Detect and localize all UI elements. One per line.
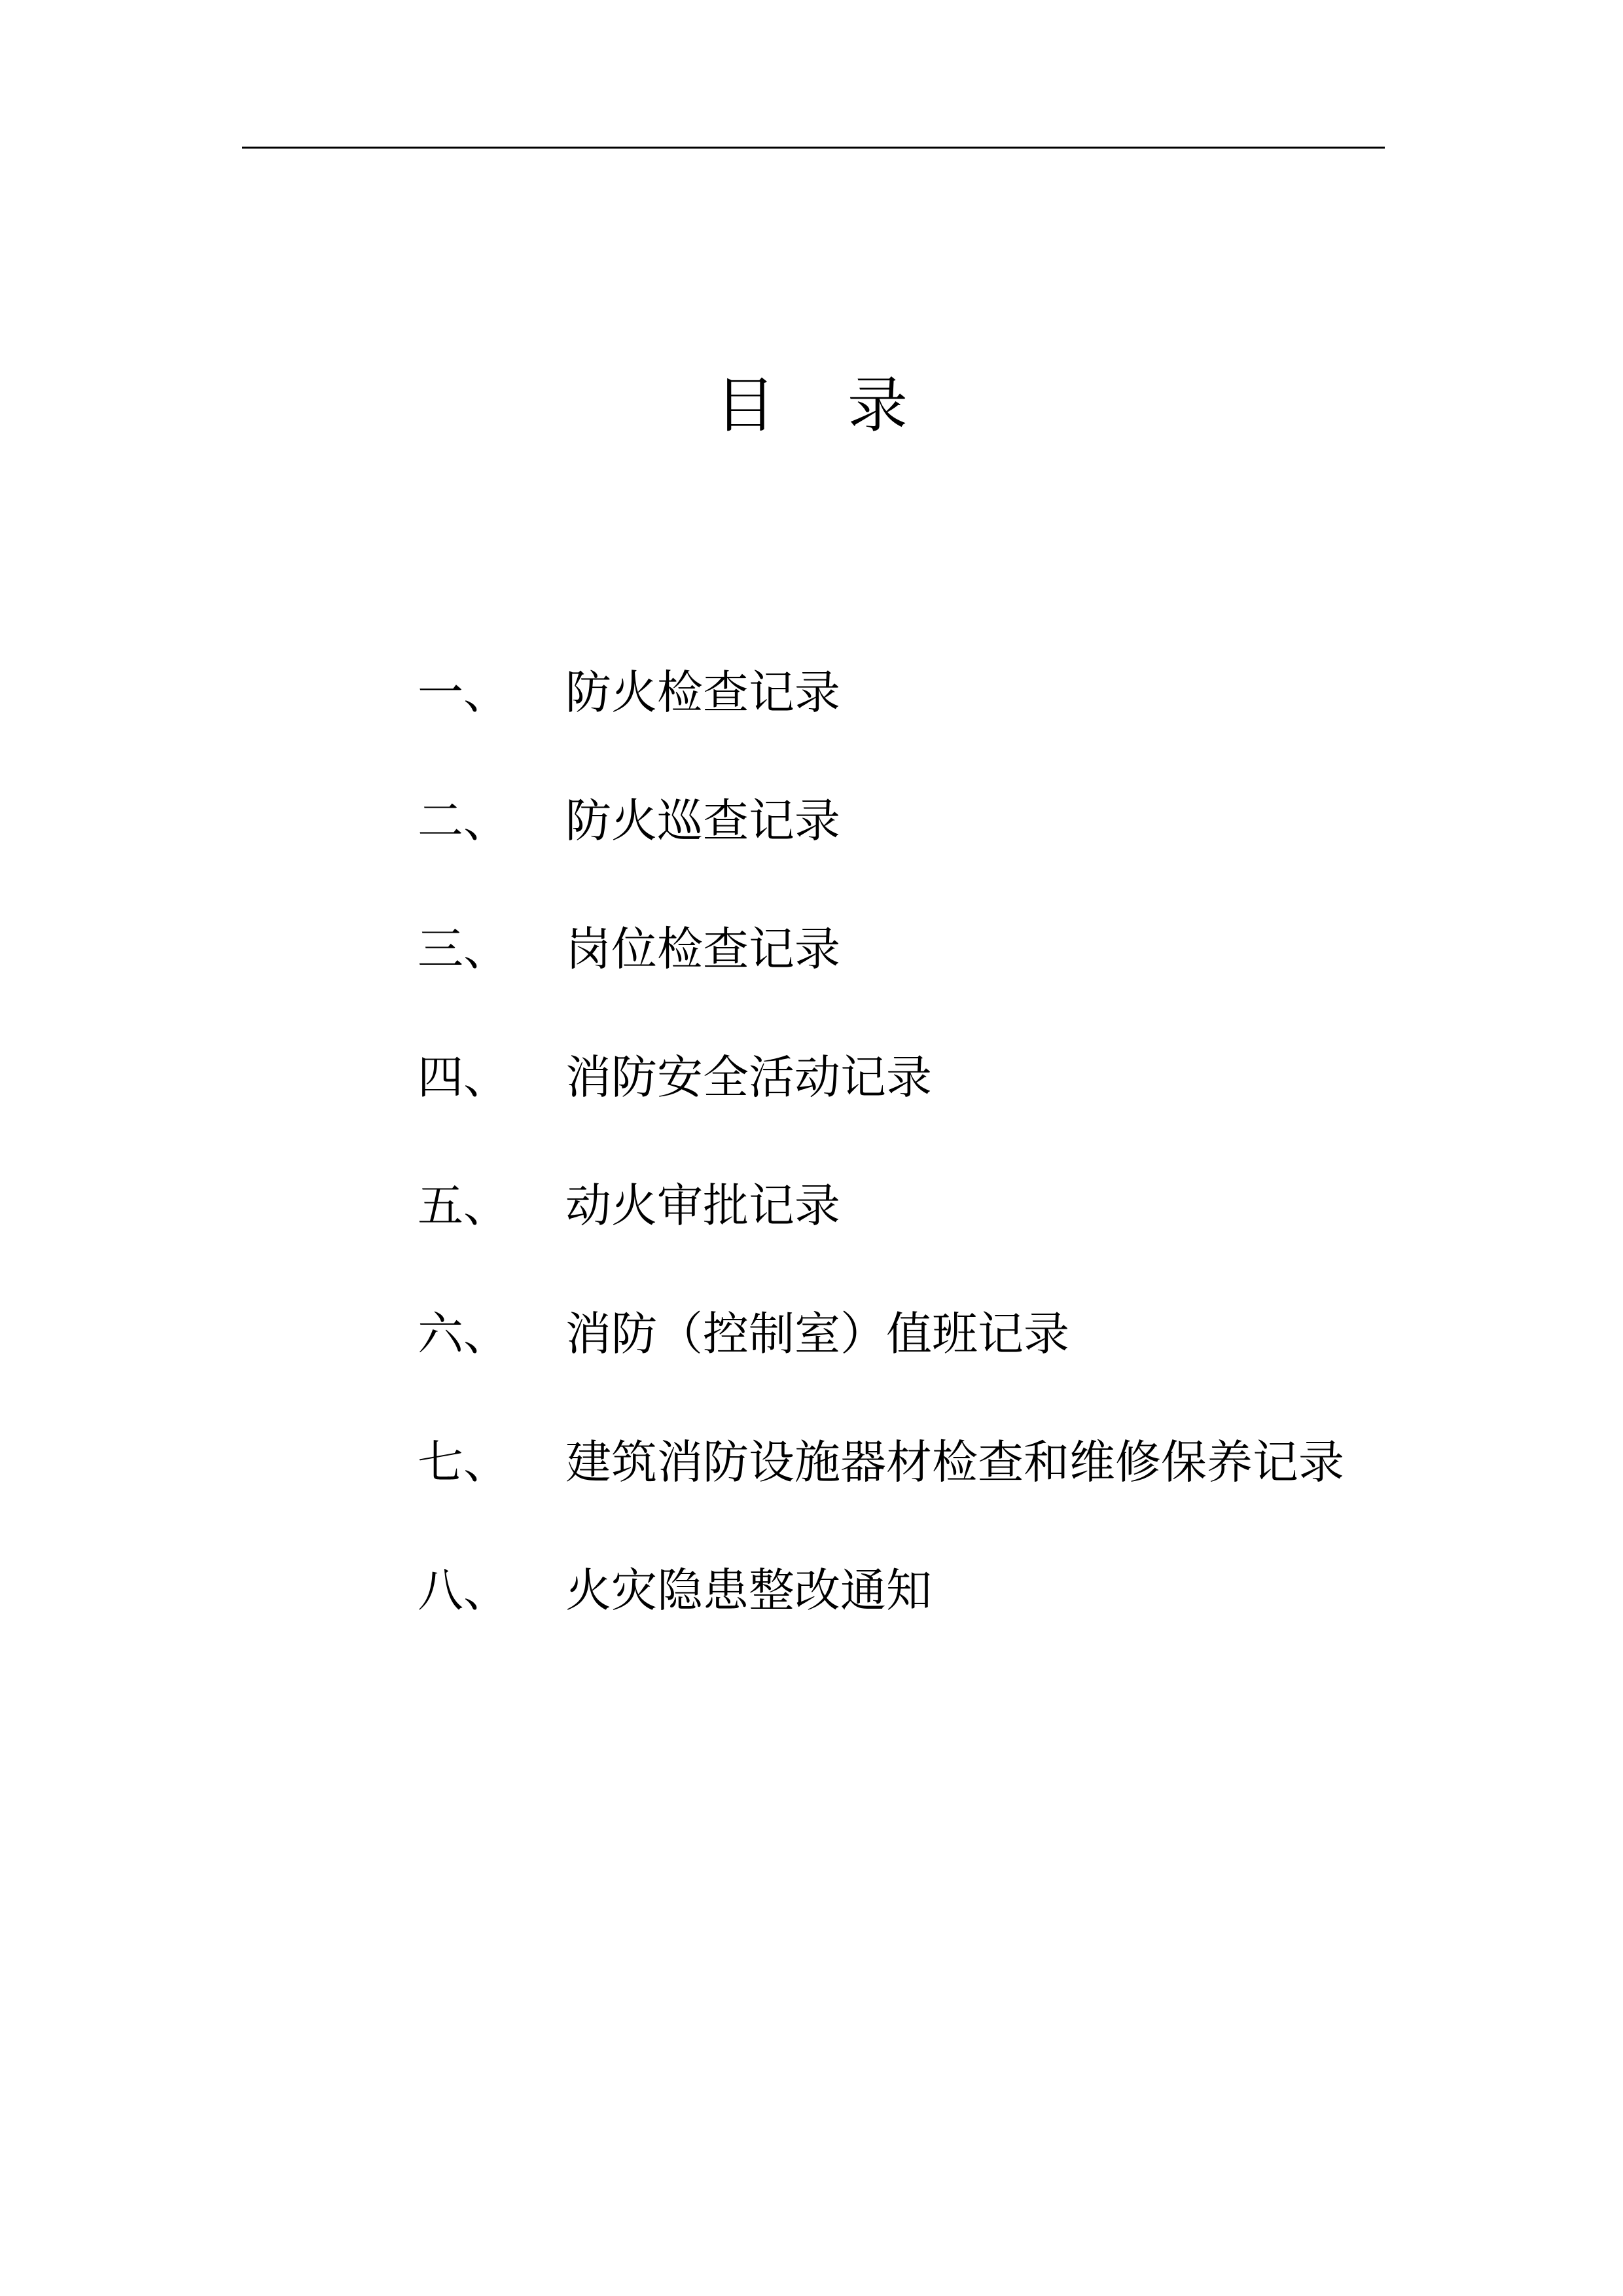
- toc-item-number: 一、: [418, 666, 509, 719]
- toc-item-number: 七、: [418, 1435, 509, 1489]
- toc-item: [418, 1526, 1399, 1655]
- table-of-contents: [418, 628, 1399, 1655]
- toc-item: [418, 1141, 1399, 1270]
- toc-item-number: 二、: [418, 794, 509, 848]
- toc-item-label: 防火检查记录: [565, 666, 840, 719]
- toc-item-label: 防火巡查记录: [565, 794, 840, 848]
- toc-item: [418, 757, 1399, 885]
- toc-item-label: 火灾隐患整改通知: [565, 1564, 932, 1617]
- toc-item: [418, 885, 1399, 1013]
- toc-item-label: 动火审批记录: [565, 1179, 840, 1232]
- toc-item-label: 岗位检查记录: [565, 922, 840, 976]
- toc-item: [418, 1398, 1399, 1526]
- toc-item-label: 建筑消防设施器材检查和维修保养记录: [565, 1435, 1344, 1489]
- toc-item-label: 消防安全活动记录: [565, 1050, 932, 1104]
- toc-item-number: 八、: [418, 1564, 509, 1617]
- toc-item: [418, 628, 1399, 757]
- page-title: 目录: [715, 370, 980, 440]
- toc-item-number: 六、: [418, 1307, 509, 1361]
- header-rule: [242, 147, 1385, 149]
- toc-item-label: 消防（控制室）值班记录: [565, 1307, 1069, 1361]
- toc-item: [418, 1013, 1399, 1141]
- toc-item-number: 三、: [418, 922, 509, 976]
- toc-item-number: 五、: [418, 1179, 509, 1232]
- toc-item-number: 四、: [418, 1050, 509, 1104]
- toc-item: [418, 1270, 1399, 1398]
